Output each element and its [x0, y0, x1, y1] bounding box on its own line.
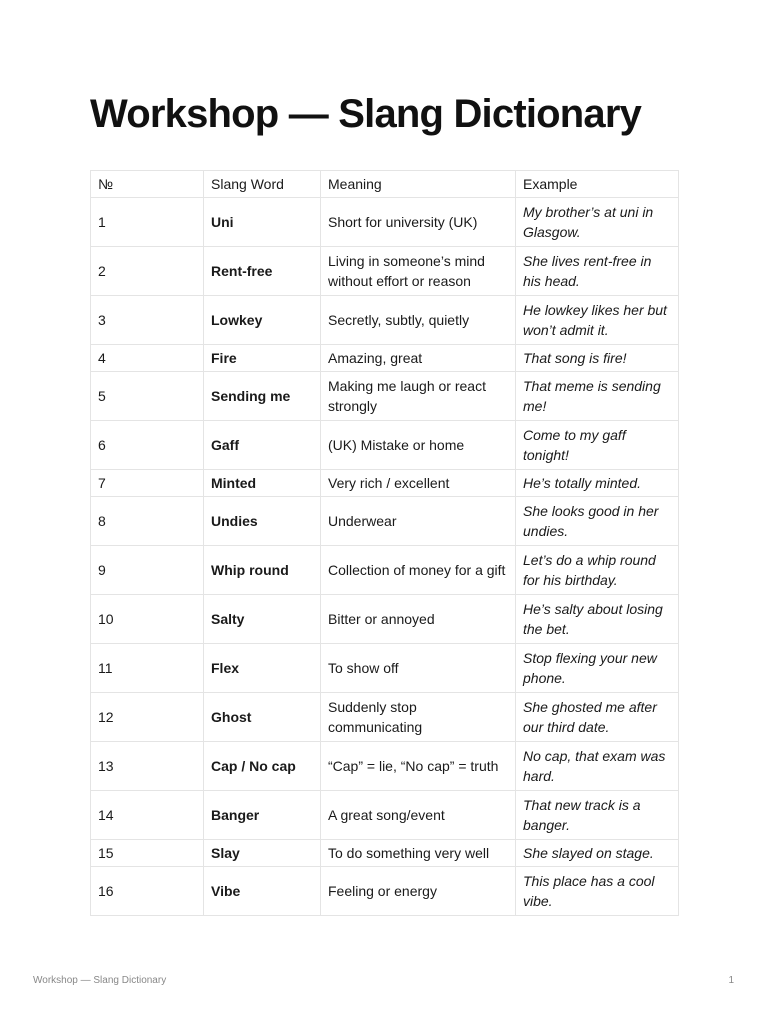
- example: Come to my gaff tonight!: [516, 421, 679, 470]
- example: My brother’s at uni in Glasgow.: [516, 198, 679, 247]
- row-number: 15: [91, 840, 204, 867]
- example: That meme is sending me!: [516, 372, 679, 421]
- meaning: Feeling or energy: [321, 867, 516, 916]
- slang-word: Vibe: [204, 867, 321, 916]
- example: She ghosted me after our third date.: [516, 693, 679, 742]
- table-row: [91, 198, 679, 247]
- row-number: 2: [91, 247, 204, 296]
- footer-text: Workshop — Slang Dictionary: [33, 975, 167, 986]
- table-row: [91, 546, 679, 595]
- row-number: 4: [91, 345, 204, 372]
- meaning: Collection of money for a gift: [321, 546, 516, 595]
- meaning: (UK) Mistake or home: [321, 421, 516, 470]
- row-number: 10: [91, 595, 204, 644]
- example: This place has a cool vibe.: [516, 867, 679, 916]
- meaning: Short for university (UK): [321, 198, 516, 247]
- row-number: 11: [91, 644, 204, 693]
- page-number: 1: [728, 975, 734, 986]
- table-row: [91, 296, 679, 345]
- slang-word: Slay: [204, 840, 321, 867]
- row-number: 16: [91, 867, 204, 916]
- row-number: 13: [91, 742, 204, 791]
- slang-word: Lowkey: [204, 296, 321, 345]
- row-number: 3: [91, 296, 204, 345]
- slang-word: Flex: [204, 644, 321, 693]
- example: He’s totally minted.: [516, 470, 679, 497]
- meaning: Suddenly stop communicating: [321, 693, 516, 742]
- row-number: 5: [91, 372, 204, 421]
- example: She lives rent-free in his head.: [516, 247, 679, 296]
- meaning: Making me laugh or react strongly: [321, 372, 516, 421]
- example: He lowkey likes her but won’t admit it.: [516, 296, 679, 345]
- header-number: №: [91, 171, 204, 198]
- table-row: [91, 867, 679, 916]
- meaning: A great song/event: [321, 791, 516, 840]
- meaning: Amazing, great: [321, 345, 516, 372]
- slang-word: Whip round: [204, 546, 321, 595]
- table-row: [91, 595, 679, 644]
- example: She looks good in her undies.: [516, 497, 679, 546]
- row-number: 9: [91, 546, 204, 595]
- table-row: [91, 372, 679, 421]
- example: That song is fire!: [516, 345, 679, 372]
- row-number: 12: [91, 693, 204, 742]
- slang-word: Banger: [204, 791, 321, 840]
- example: That new track is a banger.: [516, 791, 679, 840]
- meaning: Underwear: [321, 497, 516, 546]
- slang-word: Minted: [204, 470, 321, 497]
- slang-word: Cap / No cap: [204, 742, 321, 791]
- slang-word: Fire: [204, 345, 321, 372]
- meaning: Living in someone’s mind without effort or reason: [321, 247, 516, 296]
- slang-table: [90, 170, 679, 916]
- meaning: Bitter or annoyed: [321, 595, 516, 644]
- table-row: [91, 742, 679, 791]
- row-number: 7: [91, 470, 204, 497]
- table-row: [91, 497, 679, 546]
- example: She slayed on stage.: [516, 840, 679, 867]
- header-example: Example: [516, 171, 679, 198]
- meaning: Very rich / excellent: [321, 470, 516, 497]
- table-row: [91, 644, 679, 693]
- slang-word: Gaff: [204, 421, 321, 470]
- header-meaning: Meaning: [321, 171, 516, 198]
- table-header-row: [91, 171, 679, 198]
- slang-word: Ghost: [204, 693, 321, 742]
- example: He’s salty about losing the bet.: [516, 595, 679, 644]
- slang-word: Uni: [204, 198, 321, 247]
- example: Let’s do a whip round for his birthday.: [516, 546, 679, 595]
- table-row: [91, 345, 679, 372]
- slang-word: Salty: [204, 595, 321, 644]
- table-row: [91, 470, 679, 497]
- table-row: [91, 247, 679, 296]
- header-slang-word: Slang Word: [204, 171, 321, 198]
- meaning: “Cap” = lie, “No cap” = truth: [321, 742, 516, 791]
- table-row: [91, 791, 679, 840]
- table-row: [91, 421, 679, 470]
- row-number: 8: [91, 497, 204, 546]
- page-title: Workshop — Slang Dictionary: [90, 92, 642, 136]
- meaning: To do something very well: [321, 840, 516, 867]
- slang-word: Undies: [204, 497, 321, 546]
- meaning: Secretly, subtly, quietly: [321, 296, 516, 345]
- meaning: To show off: [321, 644, 516, 693]
- row-number: 14: [91, 791, 204, 840]
- example: Stop flexing your new phone.: [516, 644, 679, 693]
- slang-word: Sending me: [204, 372, 321, 421]
- row-number: 1: [91, 198, 204, 247]
- slang-word: Rent-free: [204, 247, 321, 296]
- table-row: [91, 840, 679, 867]
- table-row: [91, 693, 679, 742]
- row-number: 6: [91, 421, 204, 470]
- example: No cap, that exam was hard.: [516, 742, 679, 791]
